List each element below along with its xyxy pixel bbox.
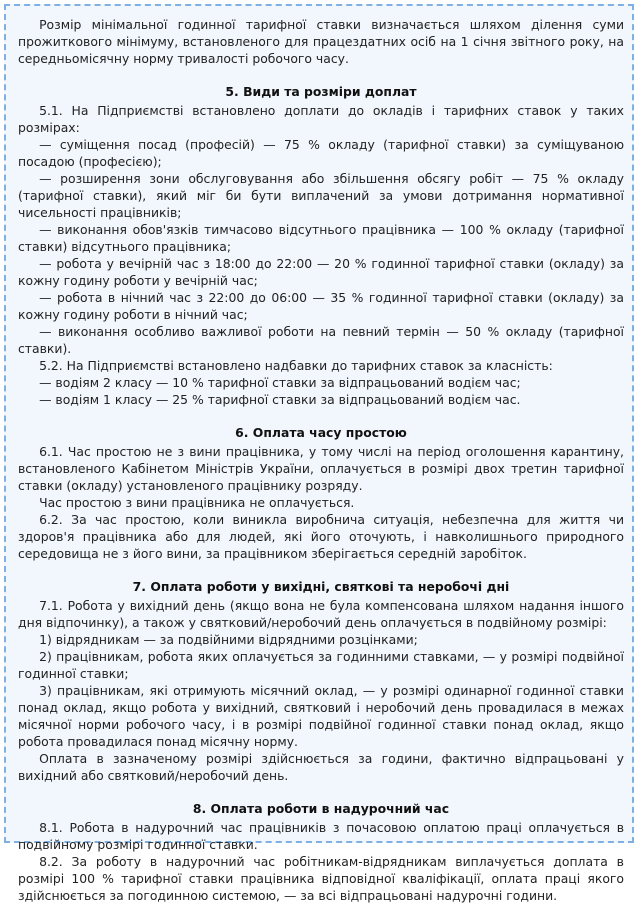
intro-paragraph: Розмір мінімальної годинної тарифної ставки визначається шляхом ділення суми прожиткового мінімуму, встановленого для працездатних осіб на 1 січня звітного року, на середньомісячну норму тривалості робочого часу. — [18, 17, 624, 66]
paragraph-7-1-3: 3) працівникам, які отримують місячний оклад, — у розмірі одинарної годинної ставки понад оклад, якщо робота у вихідний, святковий і неробочий день провадилася в межах місячної норми робочого часу, і в розмірі подвійної годинної ставки понад оклад, якщо робота провадилася понад місячну норму. — [18, 683, 624, 749]
paragraph-5-1-e: — робота в нічний час з 22:00 до 06:00 — 35 % годинної тарифної ставки (окладу) за кожну годину роботи в нічний час; — [18, 290, 624, 322]
paragraph-5-2: 5.2. На Підприємстві встановлено надбавки до тарифних ставок за класність: — [39, 358, 553, 373]
section-5-title: 5. Види та розміри доплат — [225, 84, 417, 99]
paragraph-7-1-1: 1) відрядникам — за подвійними відрядними розцінками; — [39, 632, 418, 647]
paragraph-5-1-a: — суміщення посад (професій) — 75 % окладу (тарифної ставки) за суміщуваною посадою (професією); — [18, 137, 624, 169]
paragraph-8-2: 8.2. За роботу в надурочний час робітникам-відрядникам виплачується доплата в розмірі 100 % тарифної ставки працівника відповідної кваліфікації, оплата праці якого здійснюється за погодинною системою, — за всі відпрацьовані надурочні години. — [18, 854, 624, 903]
paragraph-6-1-note: Час простою з вини працівника не оплачується. — [39, 495, 355, 510]
paragraph-5-1-c: — виконання обов'язків тимчасово відсутнього працівника — 100 % окладу (тарифної ставки) відсутнього працівника; — [18, 222, 624, 254]
document-frame — [4, 4, 634, 903]
paragraph-7-1-2: 2) працівникам, робота яких оплачується за годинними ставками, — у розмірі подвійної годинної ставки; — [18, 649, 624, 681]
paragraph-5-1: 5.1. На Підприємстві встановлено доплати до окладів і тарифних ставок у таких розмірах: — [18, 103, 624, 135]
paragraph-5-1-d: — робота у вечірній час з 18:00 до 22:00 — 20 % годинної тарифної ставки (окладу) за кожну годину роботи у вечірній час; — [18, 256, 624, 288]
paragraph-5-2-b: — водіям 1 класу — 25 % тарифної ставки за відпрацьований водієм час. — [39, 392, 521, 407]
paragraph-6-2: 6.2. За час простою, коли виникла виробнича ситуація, небезпечна для життя чи здоров'я працівника або для людей, які його оточують, і навколишнього природного середовища не з його вини, за працівником зберігається середній заробіток. — [18, 512, 624, 561]
paragraph-5-1-b: — розширення зони обслуговування або збільшення обсягу робіт — 75 % окладу (тарифної ставки), який міг би бути виплачений за умови дотримання нормативної чисельності працівників; — [18, 171, 624, 220]
section-6-title: 6. Оплата часу простою — [235, 425, 407, 440]
document-body — [18, 16, 624, 904]
section-7-title: 7. Оплата роботи у вихідні, святкові та неробочі дні — [132, 579, 510, 594]
section-8-title: 8. Оплата роботи в надурочний час — [192, 801, 450, 816]
paragraph-5-1-f: — виконання особливо важливої роботи на певний термін — 50 % окладу (тарифної ставки). — [18, 324, 624, 356]
paragraph-6-1: 6.1. Час простою не з вини працівника, у тому числі на період оголошення карантину, встановленого Кабінетом Міністрів України, оплачується в розмірі двох третин тарифної ставки (окладу) установленого працівнику розряду. — [18, 444, 624, 493]
paragraph-8-1: 8.1. Робота в надурочний час працівників з почасовою оплатою праці оплачується в подвійному розмірі годинної ставки. — [18, 820, 624, 852]
paragraph-7-1: 7.1. Робота у вихідний день (якщо вона не була компенсована шляхом надання іншого дня відпочинку), а також у святковий/неробочий день оплачується в подвійному розмірі: — [18, 598, 624, 630]
paragraph-5-2-a: — водіям 2 класу — 10 % тарифної ставки за відпрацьований водієм час; — [39, 375, 521, 390]
paragraph-7-note: Оплата в зазначеному розмірі здійснюється за години, фактично відпрацьовані у вихідний або святковий/неробочий день. — [18, 751, 624, 783]
